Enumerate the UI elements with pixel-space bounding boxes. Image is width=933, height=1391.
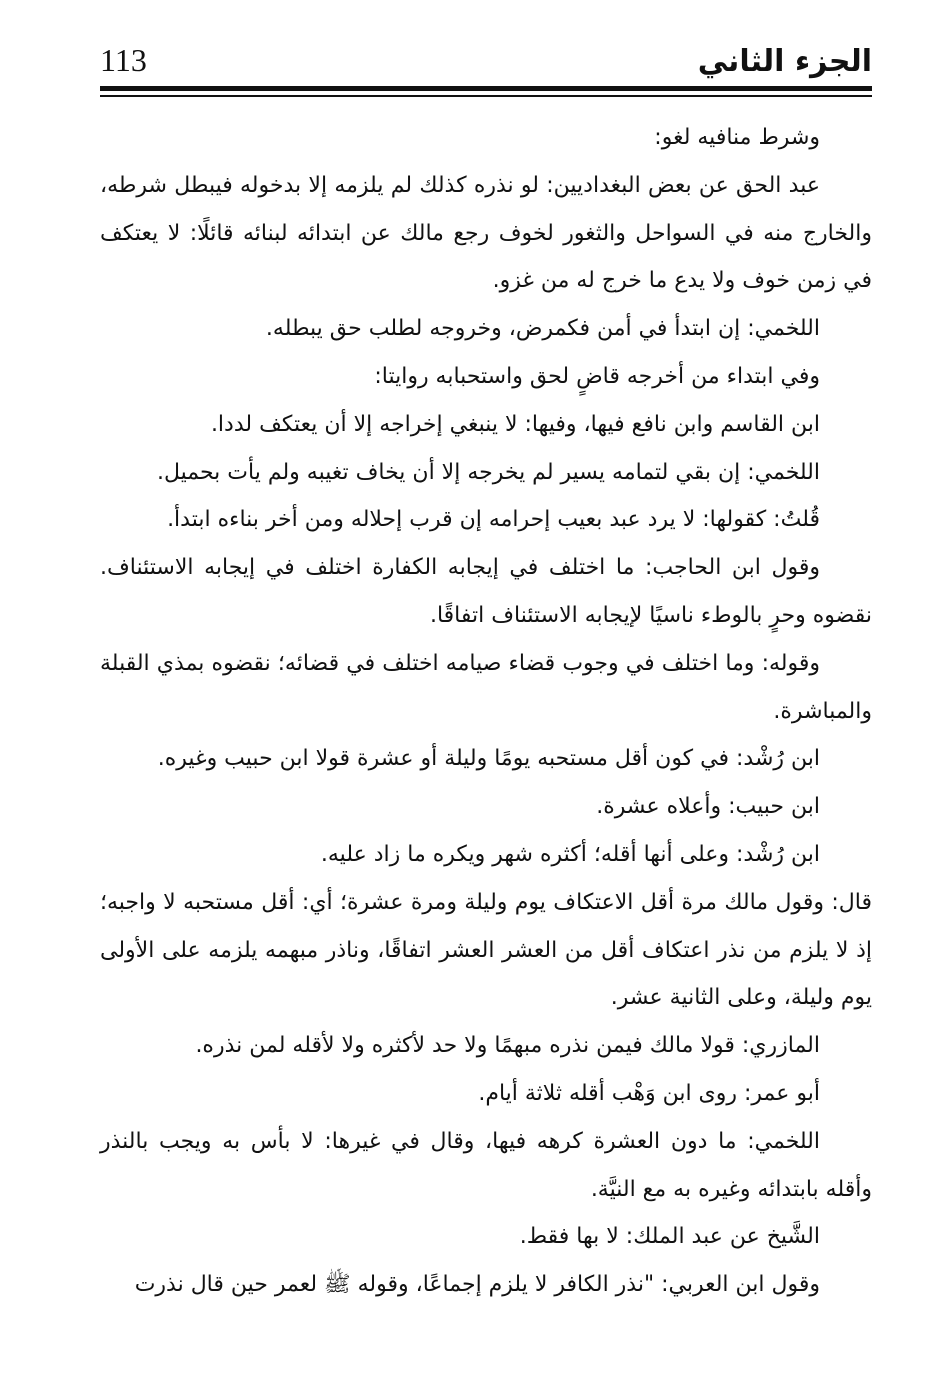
paragraph: وقوله: وما اختلف في وجوب قضاء صيامه اختلف في قضائه؛ نقضوه بمذي القبلة والمباشرة. [100,650,872,724]
paragraph: اللخمي: إن ابتدأ في أمن فكمرض، وخروجه لطلب حق يبطله. [265,316,820,342]
paragraph: اللخمي: إن بقي لتمامه يسير لم يخرجه إلا أن يخاف تغيبه ولم يأت بحميل. [156,459,820,485]
paragraph: عبد الحق عن بعض البغداديين: لو نذره كذلك لم يلزمه إلا بدخوله فيبطل شرطه، والخارج منه في السواحل والثغور لخوف رجع مالك عن ابتدائه لبنائه قائلًا: لا يعتكف في زمن خوف ولا يدع ما خرج له من غزو. [100,172,872,294]
paragraph: المازري: قولا مالك فيمن نذره مبهمًا ولا حد لأكثره ولا لأقله لمن نذره. [195,1033,820,1059]
paragraph: الشَّيخ عن عبد الملك: لا بها فقط. [519,1224,820,1250]
paragraph: أبو عمر: روى ابن وَهْب أقله ثلاثة أيام. [478,1080,820,1106]
paragraph: وفي ابتداء من أخرجه قاضٍ لحق واستحبابه روايتا: [374,363,820,389]
paragraph: اللخمي: ما دون العشرة كرهه فيها، وقال في غيرها: لا بأس به ويجب بالنذر وأقله بابتدائه وغيره به مع النيَّة. [100,1128,872,1202]
paragraph: قُلتُ: كقولها: لا يرد عبد بعيب إحرامه إن قرب إحلاله ومن أخر بناءه ابتدأ. [167,507,820,533]
paragraph: وشرط منافيه لغو: [654,125,820,150]
header-rule-thin [100,95,872,97]
paragraph: وقول ابن العربي: "نذر الكافر لا يلزم إجماعًا، وقوله ﷺ لعمر حين قال نذرت [134,1272,820,1298]
paragraph: ابن القاسم وابن نافع فيها، وفيها: لا ينبغي إخراجه إلا أن يعتكف لددا. [210,411,820,437]
header-rule-thick [100,86,872,91]
paragraph: وقول ابن الحاجب: ما اختلف في إيجابه الكفارة اختلف في إيجابه الاستئناف. نقضوه وحرٍ بالوطء ناسيًا لإيجابه الاستئناف اتفاقًا. [100,555,872,628]
page-header [100,38,872,90]
page-body [100,114,872,1309]
paragraph: قال: وقول مالك مرة أقل الاعتكاف يوم وليلة ومرة عشرة؛ أي: أقل مستحبه لا واجبه؛ إذ لا يلزم من نذر اعتكاف أقل من العشر العشر اتفاقًا، وناذر مبهمه يلزمه على الأولى يوم وليلة، وعلى الثانية عشر. [100,889,872,1011]
page-number: 113 [100,42,147,78]
running-title: الجزء الثاني [697,44,872,79]
paragraph: ابن حبيب: وأعلاه عشرة. [596,794,820,820]
paragraph: ابن رُشْد: في كون أقل مستحبه يومًا وليلة أو عشرة قولا ابن حبيب وغيره. [157,746,820,772]
paragraph: ابن رُشْد: وعلى أنها أقله؛ أكثره شهر ويكره ما زاد عليه. [320,841,820,867]
